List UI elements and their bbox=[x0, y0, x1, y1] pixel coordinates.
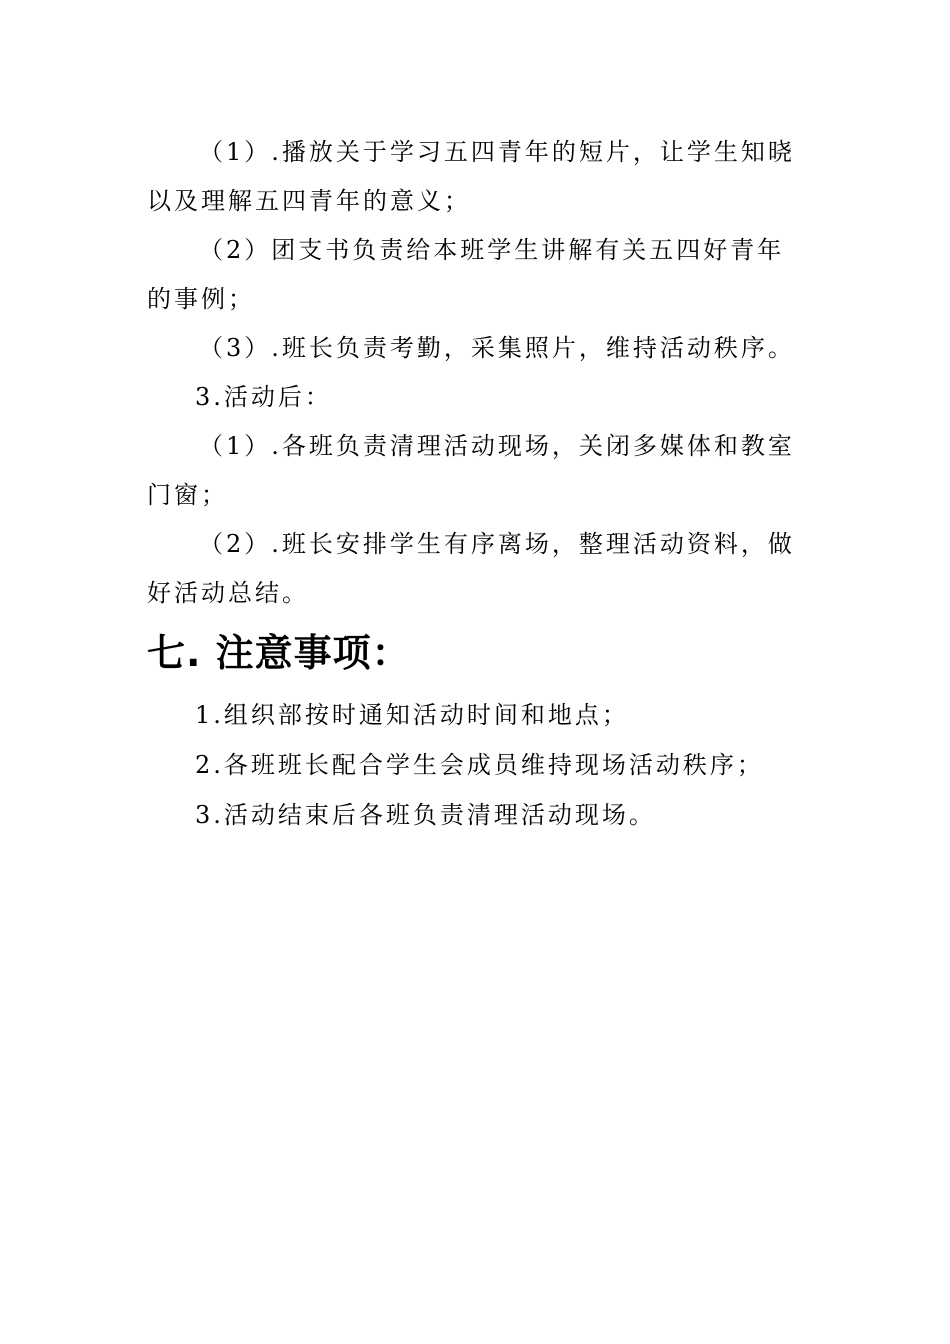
note-item-3: 3.活动结束后各班负责清理活动现场。 bbox=[195, 801, 656, 829]
note-item-2: 2.各班班长配合学生会成员维持现场活动秩序； bbox=[195, 751, 764, 779]
activity-step-2: （2）团支书负责给本班学生讲解有关五四好青年的事例； bbox=[147, 236, 785, 313]
after-activity-label: 3.活动后： bbox=[195, 383, 332, 411]
after-step-1: （1）.各班负责清理活动现场，关闭多媒体和教室门窗； bbox=[147, 432, 795, 509]
note-item-1: 1.组织部按时通知活动时间和地点； bbox=[195, 701, 629, 729]
activity-step-1: （1）.播放关于学习五四青年的短片，让学生知晓以及理解五四青年的意义； bbox=[147, 138, 795, 215]
activity-step-3: （3）.班长负责考勤，采集照片，维持活动秩序。 bbox=[199, 334, 795, 362]
after-step-2: （2）.班长安排学生有序离场，整理活动资料，做好活动总结。 bbox=[147, 530, 795, 607]
notes-heading: 七. 注意事项： bbox=[147, 631, 411, 675]
document-body bbox=[147, 128, 797, 840]
